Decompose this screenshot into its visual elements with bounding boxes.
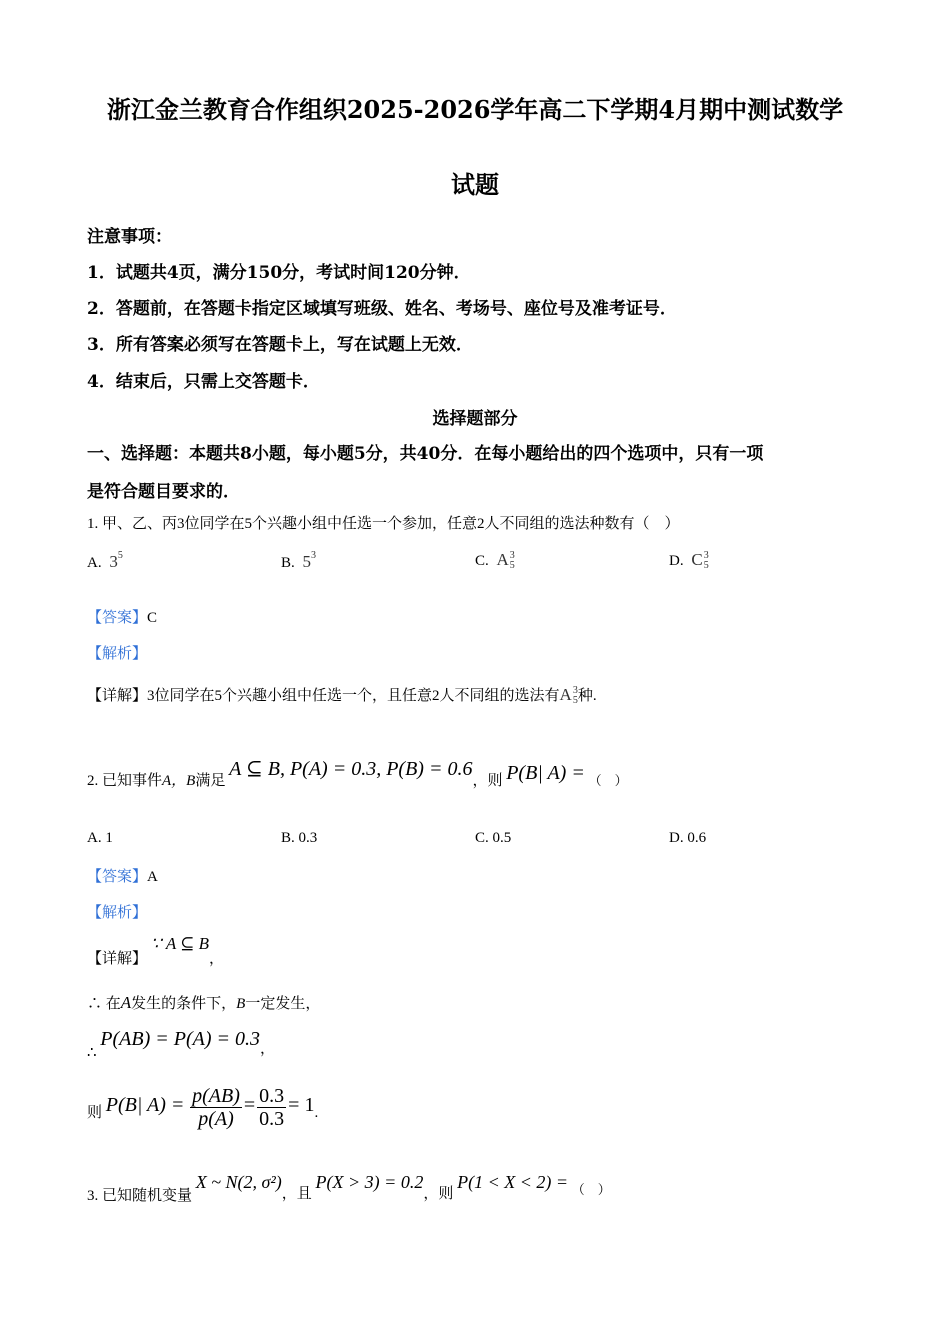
q2-detail-fraction-2-num: 0.3 — [259, 1085, 285, 1107]
q3-condition: P(X > 3) = 0.2 — [315, 1172, 424, 1192]
q2-stem — [87, 758, 628, 791]
q2-answer-value: A — [147, 869, 158, 885]
q3-stem-pre: 3. 已知随机变量 — [87, 1188, 193, 1204]
q1-option-c-base: A — [496, 550, 509, 569]
q2-option-c: C. 0.5 — [475, 830, 512, 846]
q1-answer-tag: 【答案】 — [87, 610, 148, 626]
exam-title-line1: 浙江金兰教育合作组织2025-2026学年高二下学期4月期中测试数学 — [106, 95, 844, 124]
notice-item-1: 1．试题共4页，满分150分，考试时间120分钟． — [87, 263, 471, 283]
q2-option-d: D. 0.6 — [669, 830, 707, 846]
q2-detail-line4-rhs: = 1 — [288, 1093, 315, 1116]
q2-stem-vars: A，B — [162, 773, 196, 789]
q2-detail-because: ∵ A ⊆ B — [150, 934, 210, 953]
q2-detail-line4-pre: 则 — [87, 1104, 103, 1121]
q2-analysis-tag: 【解析】 — [87, 905, 148, 921]
q3-distribution: X ~ N(2, σ²) — [195, 1172, 282, 1192]
q1-stem: 1. 甲、乙、丙3位同学在5个兴趣小组中任选一个参加，任意2人不同组的选法种数有（ ） — [87, 516, 680, 532]
q2-detail-fraction-1 — [190, 1085, 242, 1130]
q2-condition: A ⊆ B, P(A) = 0.3, P(B) = 0.6 — [229, 758, 473, 780]
q1-option-a-label: A. — [87, 555, 102, 571]
q2-answer — [87, 865, 158, 886]
q3-stem — [87, 1172, 611, 1204]
q1-option-a-sup: 5 — [117, 550, 123, 561]
q1-detail-text: 3位同学在5个兴趣小组中任选一个，且任意2人不同组的选法有 — [147, 688, 560, 704]
q1-option-b-base: 5 — [302, 552, 312, 571]
q1-option-d-base: C — [691, 550, 703, 569]
q1-option-d — [669, 550, 709, 571]
section1-instruction-line2: 是符合题目要求的． — [87, 482, 240, 502]
q1-option-b-label: B. — [281, 555, 295, 571]
q3-stem-end: （ ） — [571, 1182, 611, 1197]
q2-detail-therefore: ∴ — [87, 1045, 97, 1061]
q2-detail-fraction-1-den: p(A) — [198, 1108, 234, 1130]
q2-detail-tag: 【详解】 — [87, 951, 148, 967]
q2-stem-pre: 2. 已知事件 — [87, 773, 163, 789]
q1-detail-end: 种. — [577, 688, 597, 704]
q2-detail-line4-lhs: P(B| A) = — [105, 1093, 185, 1116]
q2-option-b: B. 0.3 — [281, 830, 318, 846]
q1-detail-tag: 【详解】 — [87, 688, 148, 704]
q2-target: P(B| A) = — [506, 762, 585, 784]
notice-item-2: 2．答题前，在答题卡指定区域填写班级、姓名、考场号、座位号及准考证号． — [87, 299, 677, 319]
q2-detail-line2-a: A — [120, 993, 132, 1012]
q1-option-b-sup: 3 — [311, 550, 317, 561]
q3-target: P(1 < X < 2) = — [457, 1172, 569, 1192]
q1-option-d-sup: 3 — [703, 550, 709, 562]
q2-detail-fraction-2 — [257, 1085, 286, 1130]
q2-detail-line4-end: . — [314, 1104, 319, 1121]
q2-option-a: A. 1 — [87, 830, 113, 846]
q2-detail-line4 — [87, 1085, 318, 1130]
q1-answer-value: C — [147, 610, 158, 626]
q2-detail-fraction-1-num: p(AB) — [192, 1085, 240, 1107]
notice-heading: 注意事项： — [87, 227, 172, 247]
q3-stem-then: ，则 — [423, 1186, 454, 1202]
q2-detail-line1 — [87, 933, 225, 967]
notice-item-3: 3．所有答案必须写在答题卡上，写在试题上无效． — [87, 335, 473, 355]
q2-detail-line3 — [87, 1028, 276, 1061]
q1-option-a — [87, 550, 123, 572]
q2-detail-line3-end: ， — [260, 1041, 276, 1057]
q2-detail-line1-end: ， — [209, 951, 225, 967]
q3-stem-mid: ，且 — [281, 1186, 312, 1202]
q2-answer-tag: 【答案】 — [87, 869, 148, 885]
q1-option-b — [281, 550, 316, 572]
q2-detail-line2-pre: ∴ 在 — [87, 996, 121, 1012]
q2-detail-line4-eq: = — [243, 1093, 256, 1116]
section1-instruction-line1: 一、选择题：本题共8小题，每小题5分，共40分．在每小题给出的四个选项中，只有一项 — [87, 444, 764, 464]
q1-detail — [87, 684, 597, 706]
q1-option-d-sub: 5 — [703, 560, 709, 572]
notice-item-4: 4．结束后，只需上交答题卡． — [87, 372, 320, 392]
q1-option-a-base: 3 — [109, 552, 118, 571]
q2-detail-line2 — [87, 992, 320, 1013]
q1-option-c-sub: 5 — [509, 560, 515, 572]
q2-stem-end: （ ） — [588, 773, 628, 788]
q1-analysis-tag: 【解析】 — [87, 646, 148, 662]
q1-option-c — [475, 550, 515, 571]
q2-detail-line2-post: 一定发生， — [245, 996, 321, 1012]
q1-option-c-label: C. — [475, 553, 489, 569]
q2-detail-line2-mid: 发生的条件下， — [131, 996, 237, 1012]
q1-detail-math-base: A — [559, 685, 572, 704]
q2-detail-line3-math: P(AB) = P(A) = 0.3 — [100, 1028, 261, 1050]
q2-detail-line2-b: B — [236, 996, 246, 1012]
q2-stem-then: ，则 — [472, 773, 503, 789]
q1-option-d-label: D. — [669, 553, 684, 569]
q1-detail-math-sup: 3 — [572, 685, 578, 697]
q1-option-c-sup: 3 — [509, 550, 515, 562]
q2-stem-mid: 满足 — [195, 773, 226, 789]
exam-title-line2: 试题 — [451, 170, 499, 199]
section-part-title: 选择题部分 — [432, 409, 518, 429]
q1-detail-math-sub: 5 — [572, 695, 578, 707]
q1-answer — [87, 606, 157, 627]
q2-detail-fraction-2-den: 0.3 — [259, 1108, 285, 1130]
